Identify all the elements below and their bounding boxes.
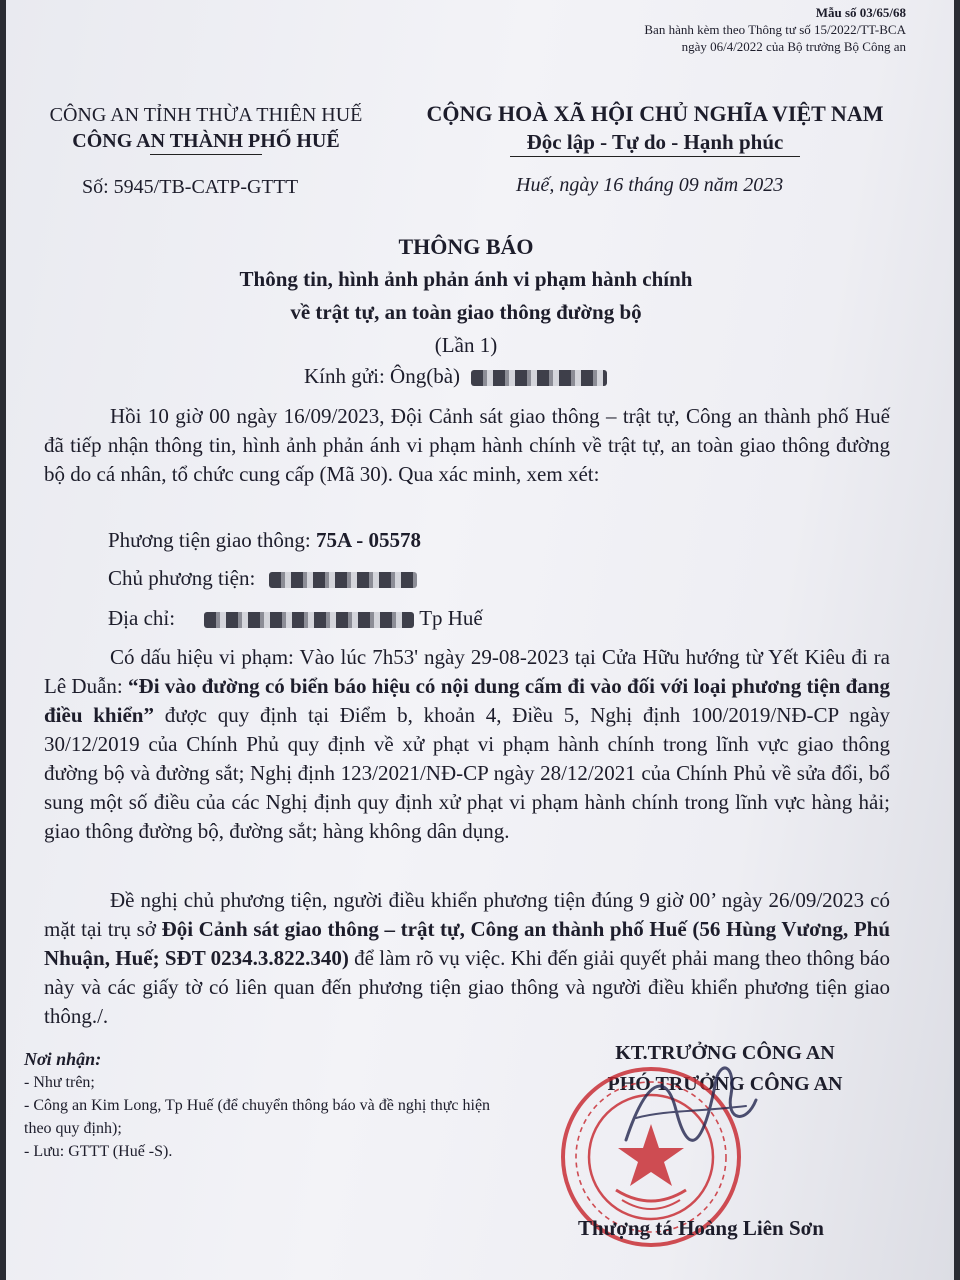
request-paragraph bbox=[44, 886, 890, 1031]
motto: Độc lập - Tự do - Hạnh phúc bbox=[526, 130, 784, 154]
addressee bbox=[304, 364, 607, 389]
form-reference bbox=[486, 4, 906, 55]
recipient-item: - Công an Kim Long, Tp Huế (để chuyển thông báo và đề nghị thực hiện theo quy định); bbox=[24, 1097, 491, 1137]
signer-name: Thượng tá Hoàng Liên Sơn bbox=[578, 1216, 824, 1240]
intro-paragraph bbox=[44, 402, 890, 489]
form-issued-line1: Ban hành kèm theo Thông tư số 15/2022/TT-BCA bbox=[644, 22, 906, 37]
request-text bbox=[44, 886, 890, 1031]
violation-bold: “Đi vào đường có biển báo hiệu có nội dung cấm đi vào đối với loại phương tiện đang điều khiển” bbox=[44, 674, 890, 727]
national-header bbox=[410, 100, 900, 157]
address-line bbox=[108, 606, 483, 631]
title-line1: Thông tin, hình ảnh phản ánh vi phạm hành chính bbox=[239, 267, 693, 291]
address-city: Tp Huế bbox=[419, 606, 483, 630]
addressee-label: Kính gửi: Ông(bà) bbox=[304, 364, 461, 388]
violation-pre: Có dấu hiệu vi phạm: Vào lúc 7h53' ngày 29-08-2023 tại Cửa Hữu hướng từ Yết Kiêu đi ra Lê Duẫn: bbox=[44, 645, 890, 698]
address-label: Địa chỉ: bbox=[108, 606, 176, 630]
document-title bbox=[96, 230, 836, 362]
agency-name: CÔNG AN THÀNH PHỐ HUẾ bbox=[72, 130, 340, 152]
title-times: (Lần 1) bbox=[434, 333, 498, 357]
recipients-block bbox=[24, 1048, 524, 1163]
redacted-name bbox=[471, 370, 607, 386]
violation-paragraph bbox=[44, 643, 890, 846]
redacted-owner bbox=[269, 572, 417, 588]
title-line2: về trật tự, an toàn giao thông đường bộ bbox=[290, 300, 642, 324]
motto-underline bbox=[510, 156, 800, 157]
agency-parent: CÔNG AN TỈNH THỪA THIÊN HUẾ bbox=[49, 104, 363, 126]
vehicle-line bbox=[108, 528, 421, 553]
vehicle-label: Phương tiện giao thông: bbox=[108, 528, 316, 552]
title-main: THÔNG BÁO bbox=[398, 234, 534, 259]
issuing-agency bbox=[20, 102, 392, 155]
document-page bbox=[6, 0, 954, 1280]
document-number: Số: 5945/TB-CATP-GTTT bbox=[82, 176, 299, 198]
agency-underline bbox=[150, 154, 262, 155]
document-date: Huế, ngày 16 tháng 09 năm 2023 bbox=[516, 174, 784, 196]
nation-name: CỘNG HOÀ XÃ HỘI CHỦ NGHĨA VIỆT NAM bbox=[426, 101, 884, 126]
owner-line bbox=[108, 566, 417, 591]
vehicle-plate: 75A - 05578 bbox=[315, 528, 421, 552]
violation-post: được quy định tại Điểm b, khoản 4, Điều 5, Nghị định 100/2019/NĐ-CP ngày 30/12/2019 của Chính Phủ quy định về xử phạt vi phạm hành chính trong lĩnh vực giao thông đường bộ và đường sắt; Nghị định 123/2021/NĐ-CP ngày 28/12/2021 của Chính Phủ về sửa đổi, bổ sung một số điều của các Nghị định quy định xử phạt vi phạm hành chính trong lĩnh vực hàng hải; giao thông đường bộ, đường sắt; hàng không dân dụng. bbox=[44, 703, 890, 843]
request-bold: Đội Cảnh sát giao thông – trật tự, Công an thành phố Huế (56 Hùng Vương, Phú Nhuận, Huế; SĐT 0234.3.822.340) bbox=[44, 917, 891, 970]
handwritten-signature-icon bbox=[606, 1040, 766, 1170]
intro-text: Hồi 10 giờ 00 ngày 16/09/2023, Đội Cảnh sát giao thông – trật tự, Công an thành phố Huế đã tiếp nhận thông tin, hình ảnh phản ánh vi phạm hành chính về trật tự, an toàn giao thông đường bộ do cá nhân, tổ chức cung cấp (Mã 30). Qua xác minh, xem xét: bbox=[44, 404, 890, 486]
violation-text bbox=[44, 643, 890, 846]
recipient-item: - Lưu: GTTT (Huế -S). bbox=[24, 1143, 173, 1160]
sign-line1: KT.TRƯỞNG CÔNG AN bbox=[615, 1042, 835, 1064]
form-issued-line2: ngày 06/4/2022 của Bộ trưởng Bộ Công an bbox=[681, 39, 906, 54]
request-pre: Đề nghị chủ phương tiện, người điều khiển phương tiện đúng 9 giờ 00’ ngày 26/09/2023 có mặt tại trụ sở bbox=[44, 888, 890, 941]
sign-line2: PHÓ TRƯỞNG CÔNG AN bbox=[607, 1073, 843, 1095]
owner-label: Chủ phương tiện: bbox=[108, 566, 256, 590]
recipient-item: - Như trên; bbox=[24, 1074, 95, 1091]
redacted-address bbox=[204, 612, 414, 628]
form-code: Mẫu số 03/65/68 bbox=[815, 5, 906, 20]
request-post: để làm rõ vụ việc. Khi đến giải quyết phải mang theo thông báo này và các giấy tờ có liên quan đến phương tiện giao thông và người điều khiển phương tiện giao thông./. bbox=[44, 946, 890, 1028]
recipients-heading: Nơi nhận: bbox=[24, 1049, 102, 1069]
